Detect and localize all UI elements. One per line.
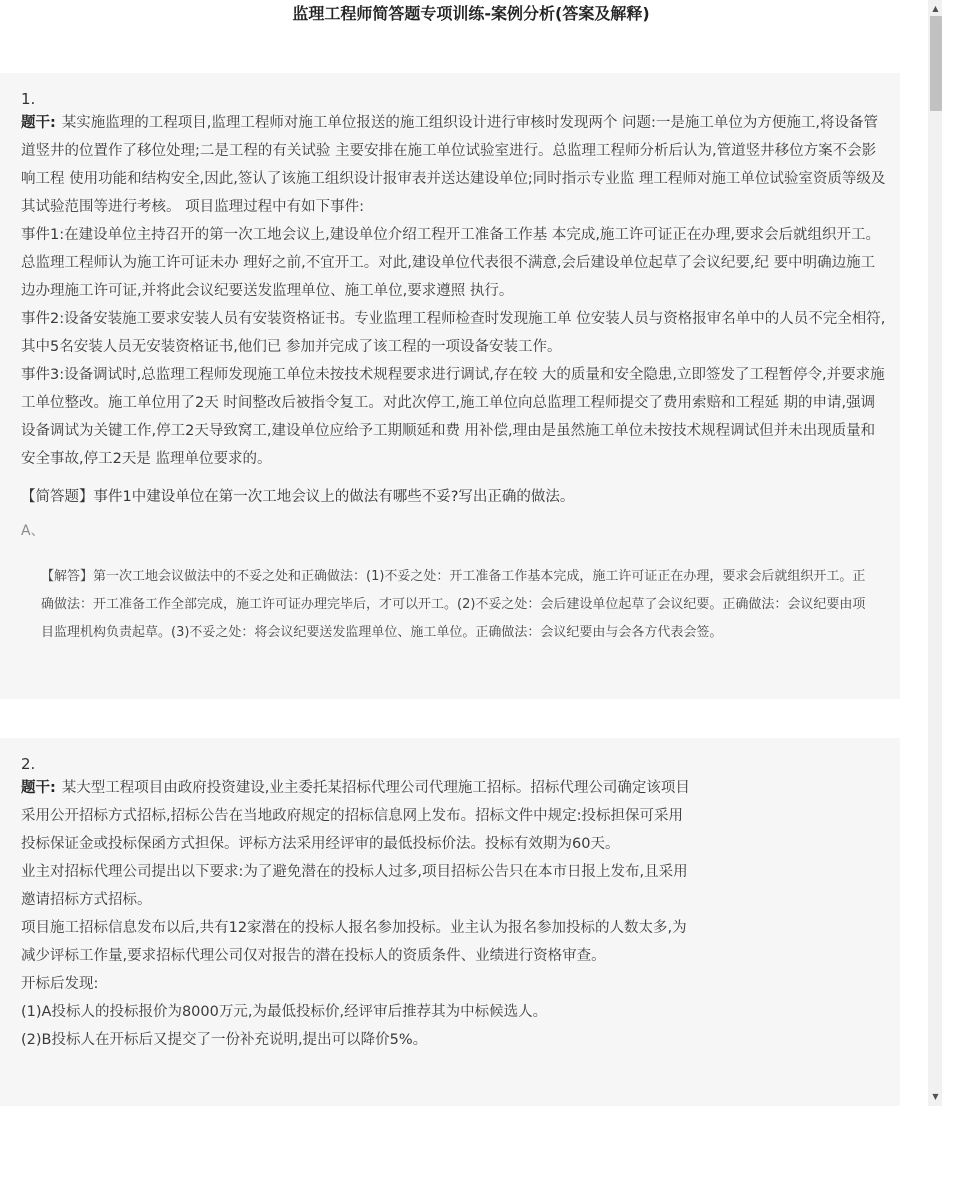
question-card-1 [0,73,900,699]
stem-paragraph: (2)B投标人在开标后又提交了一份补充说明,提出可以降价5%。 [21,1032,428,1048]
stem-paragraph: 开标后发现: [21,976,99,992]
stem-paragraph [21,109,887,221]
stem-paragraph: 事件2:设备安装施工要求安装人员有安装资格证书。专业监理工程师检查时发现施工单 位安装人员与资格报审名单中的人员不完全相符,其中5名安装人员无安装资格证书,他们已 参加并完成了该工程的一项设备安装工作。 [21,311,886,355]
stem-paragraph: 项目施工招标信息发布以后,共有12家潜在的投标人报名参加投标。业主认为报名参加投标的人数太多,为减少评标工作量,要求招标代理公司仅对报告的潜在投标人的资质条件、业绩进行资格审查。 [21,920,687,964]
scroll-down-arrow-icon[interactable]: ▼ [932,1092,939,1101]
question-stem [21,774,887,1054]
answer-explanation: 【解答】第一次工地会议做法中的不妥之处和正确做法：(1)不妥之处：开工准备工作基本完成，施工许可证正在办理，要求会后就组织开工。正确做法：开工准备工作全部完成，施工许可证办理完毕后，才可以开工。(2)不妥之处：会后建设单位起草了会议纪要。正确做法：会议纪要由项目监理机构负责起草。(3)不妥之处：将会议纪要送发监理单位、施工单位。正确做法：会议纪要由与会各方代表会签。 [41,569,866,640]
stem-label: 题干: [21,780,56,796]
question-card-2 [0,738,900,1106]
stem-text: 某大型工程项目由政府投资建设,业主委托某招标代理公司代理施工招标。招标代理公司确定该项目采用公开招标方式招标,招标公告在当地政府规定的招标信息网上发布。招标文件中规定:投标担保可采用投标保证金或投标保函方式担保。评标方法采用经评审的最低投标价法。投标有效期为60天。 [21,780,690,852]
question-number: 1. [21,90,36,108]
question-number: 2. [21,755,36,773]
question-stem [21,109,887,473]
stem-paragraph: 事件3:设备调试时,总监理工程师发现施工单位未按技术规程要求进行调试,存在较 大的质量和安全隐患,立即签发了工程暂停令,并要求施工单位整改。施工单位用了2天 时间整改后被指令复工。对此次停工,施工单位向总监理工程师提交了费用索赔和工程延 期的申请,强调设备调试为关键工作,停工2天导致窝工,建设单位应给予工期顺延和费 用补偿,理由是虽然施工单位未按技术规程调试但并未出现质量和安全事故,停工2天是 监理单位要求的。 [21,367,885,467]
vertical-scrollbar[interactable] [928,0,942,1106]
answer-option-a[interactable]: A、 [21,523,45,539]
stem-paragraph [21,774,691,858]
stem-paragraph: 事件1:在建设单位主持召开的第一次工地会议上,建设单位介绍工程开工准备工作基 本完成,施工许可证正在办理,要求会后就组织开工。总监理工程师认为施工许可证未办 理好之前,不宜开工。对此,建设单位代表很不满意,会后建设单位起草了会议纪要,纪 要中明确边施工边办理施工许可证,并将此会议纪要送发监理单位、施工单位,要求遵照 执行。 [21,227,881,299]
question-prompt: 【简答题】事件1中建设单位在第一次工地会议上的做法有哪些不妥?写出正确的做法。 [21,489,575,505]
stem-paragraph: 业主对招标代理公司提出以下要求:为了避免潜在的投标人过多,项目招标公告只在本市日报上发布,且采用邀请招标方式招标。 [21,864,688,908]
scrollbar-thumb[interactable] [930,16,942,111]
page-title: 监理工程师简答题专项训练-案例分析(答案及解释) [292,4,650,23]
stem-label: 题干: [21,115,56,131]
stem-text: 某实施监理的工程项目,监理工程师对施工单位报送的施工组织设计进行审核时发现两个 问题:一是施工单位为方便施工,将设备管道竖井的位置作了移位处理;二是工程的有关试验 主要安排在施工单位试验室进行。总监理工程师分析后认为,管道竖井移位方案不会影响工程 使用功能和结构安全,因此,签认了该施工组织设计报审表并送达建设单位;同时指示专业监 理工程师对施工单位试验室资质等级及其试验范围等进行考核。 项目监理过程中有如下事件: [21,115,886,215]
scroll-up-arrow-icon[interactable]: ▲ [932,4,939,13]
stem-paragraph: (1)A投标人的投标报价为8000万元,为最低投标价,经评审后推荐其为中标候选人。 [21,1004,548,1020]
